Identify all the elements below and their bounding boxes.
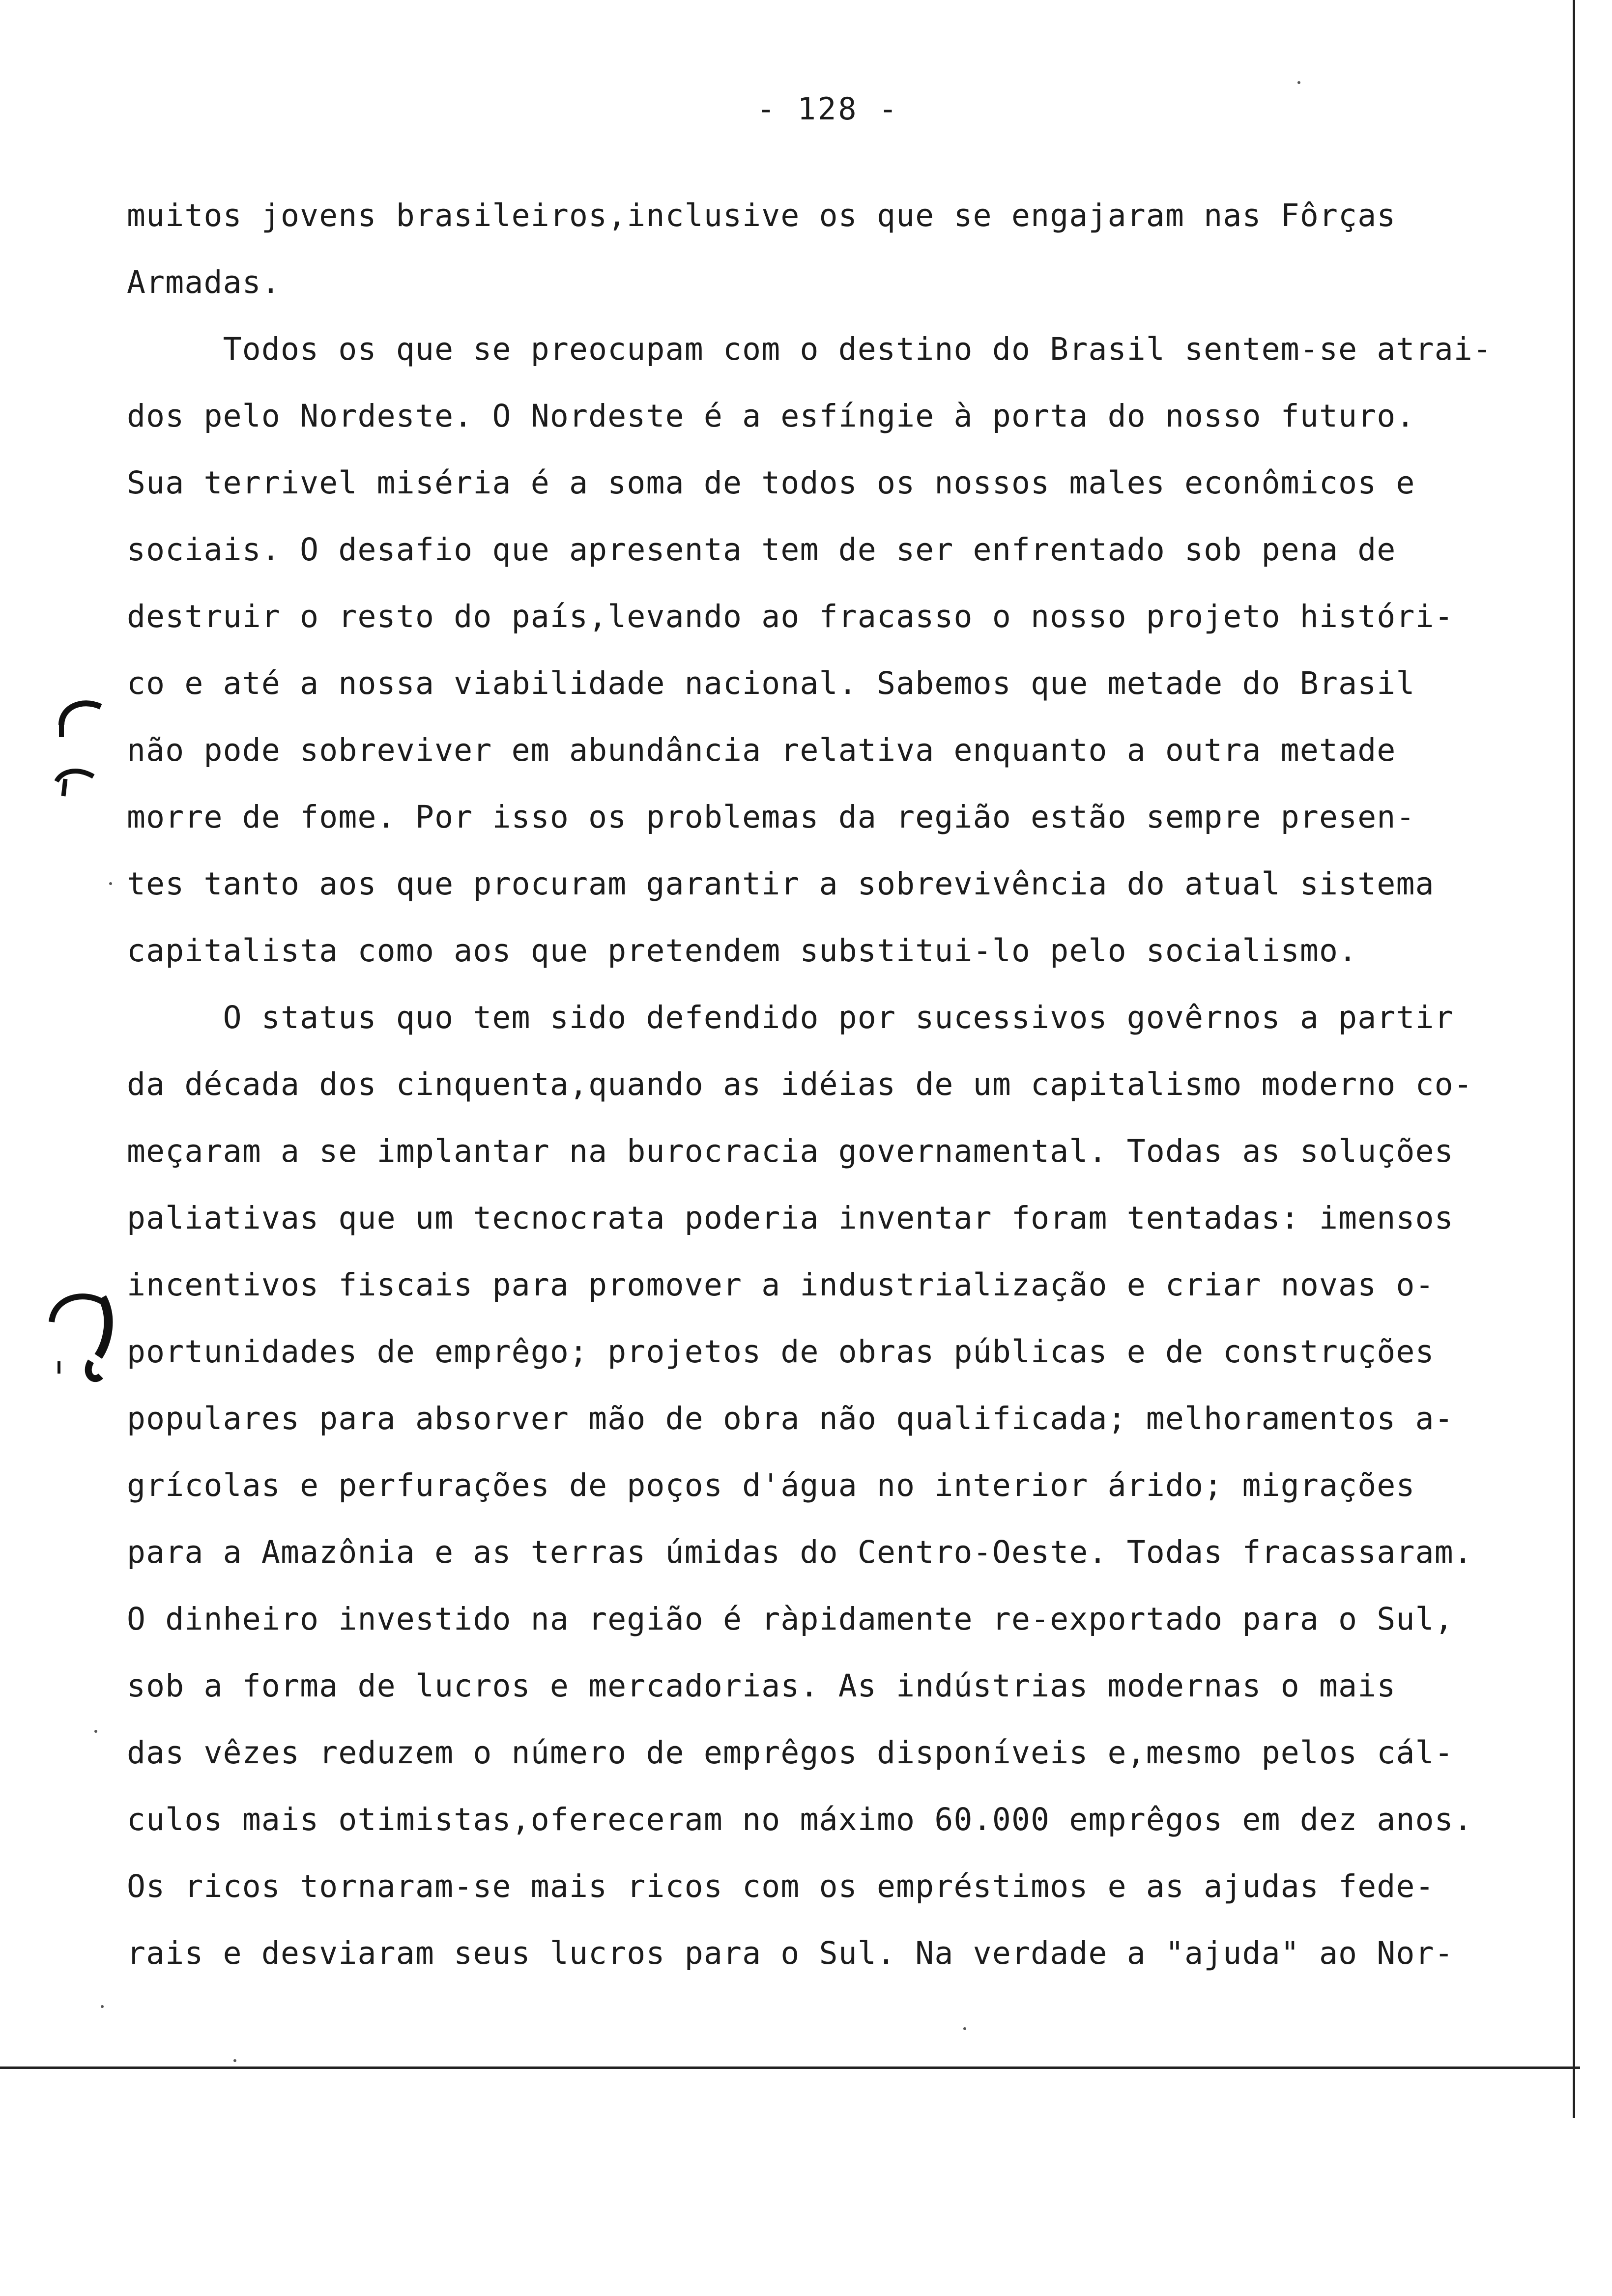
punch-hole-mark-lower [44, 1288, 118, 1396]
text-line: sob a forma de lucros e mercadorias. As indústrias modernas o mais [127, 1668, 1396, 1704]
text-line: Todos os que se preocupam com o destino do Brasil sentem-se atrai- [127, 331, 1493, 367]
scan-speck [233, 2059, 236, 2062]
text-line: O dinheiro investido na região é ràpidamente re-exportado para o Sul, [127, 1601, 1454, 1637]
text-line: populares para absorver mão de obra não qualificada; melhoramentos a- [127, 1401, 1454, 1436]
text-line: portunidades de emprêgo; projetos de obras públicas e de construções [127, 1334, 1435, 1370]
bottom-margin-rule [0, 2066, 1580, 2069]
text-line: O status quo tem sido defendido por sucessivos govêrnos a partir [127, 1000, 1454, 1035]
text-line: das vêzes reduzem o número de emprêgos disponíveis e,mesmo pelos cál- [127, 1735, 1454, 1771]
text-line: meçaram a se implantar na burocracia governamental. Todas as soluções [127, 1133, 1454, 1169]
scan-speck [94, 1730, 97, 1733]
scan-speck [109, 882, 112, 885]
text-line: da década dos cinquenta,quando as idéias de um capitalismo moderno co- [127, 1066, 1473, 1102]
text-line: incentivos fiscais para promover a industrialização e criar novas o- [127, 1267, 1435, 1303]
text-line: sociais. O desafio que apresenta tem de ser enfrentado sob pena de [127, 532, 1396, 568]
punch-hole-mark-upper [47, 698, 111, 806]
right-margin-rule [1573, 0, 1575, 2118]
text-line: Os ricos tornaram-se mais ricos com os empréstimos e as ajudas fede- [127, 1868, 1435, 1904]
text-line: grícolas e perfurações de poços d'água no interior árido; migrações [127, 1467, 1415, 1503]
scan-speck [101, 2005, 104, 2008]
text-line: Sua terrivel miséria é a soma de todos os nossos males econômicos e [127, 465, 1415, 501]
scan-speck [963, 2027, 966, 2030]
text-line: paliativas que um tecnocrata poderia inventar foram tentadas: imensos [127, 1200, 1454, 1236]
text-line: destruir o resto do país,levando ao fracasso o nosso projeto históri- [127, 599, 1454, 634]
text-line: tes tanto aos que procuram garantir a sobrevivência do atual sistema [127, 866, 1435, 902]
text-line: para a Amazônia e as terras úmidas do Centro-Oeste. Todas fracassaram. [127, 1534, 1473, 1570]
text-line: não pode sobreviver em abundância relativa enquanto a outra metade [127, 732, 1396, 768]
text-line: muitos jovens brasileiros,inclusive os que se engajaram nas Fôrças [127, 198, 1396, 233]
text-line: rais e desviaram seus lucros para o Sul. Na verdade a "ajuda" ao Nor- [127, 1935, 1454, 1971]
text-line: capitalista como aos que pretendem substitui-lo pelo socialismo. [127, 933, 1358, 969]
text-line: co e até a nossa viabilidade nacional. Sabemos que metade do Brasil [127, 665, 1415, 701]
text-line: culos mais otimistas,ofereceram no máximo 60.000 emprêgos em dez anos. [127, 1802, 1473, 1837]
scan-speck [1297, 81, 1300, 84]
text-line: dos pelo Nordeste. O Nordeste é a esfíngie à porta do nosso futuro. [127, 398, 1415, 434]
text-line: morre de fome. Por isso os problemas da região estão sempre presen- [127, 799, 1415, 835]
text-line: Armadas. [127, 264, 281, 300]
page-number: - 128 - [757, 91, 899, 127]
